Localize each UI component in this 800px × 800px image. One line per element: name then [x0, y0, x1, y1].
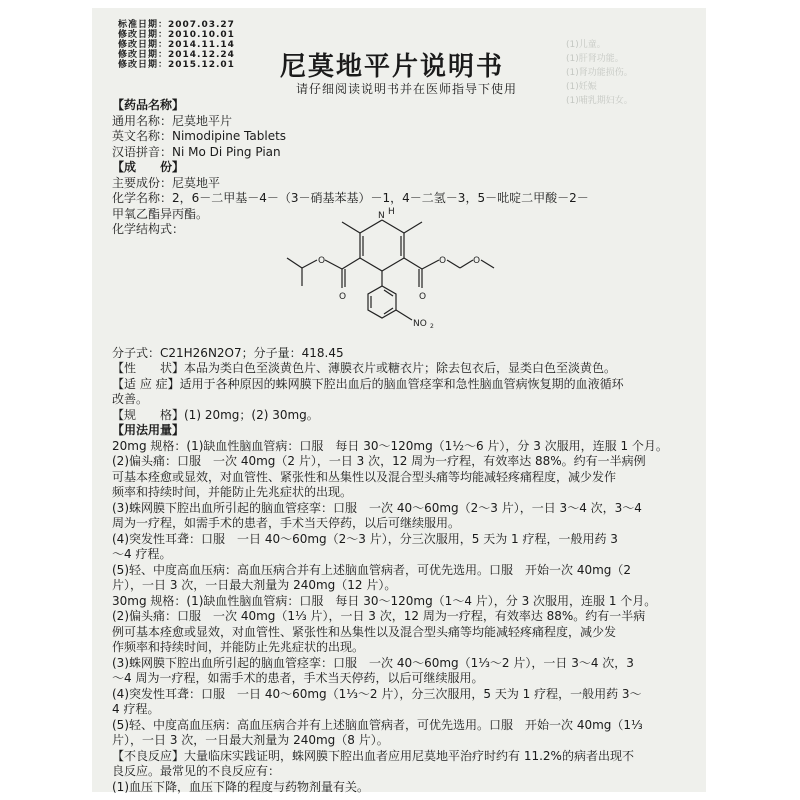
chemical-structure-diagram	[262, 206, 502, 330]
body-line: 通用名称：尼莫地平片	[112, 113, 233, 128]
body-line: 片），一日 3 次，一日最大剂量为 240mg（12 片）。	[112, 578, 397, 592]
body-line: (5)轻、中度高血压病：高血压病合并有上述脑血管病者，可优先选用。口服 开始一次 40mg（1⅓	[112, 717, 643, 732]
body-line: 【性 状】本品为类白色至淡黄色片、薄膜衣片或糖衣片；除去包衣后，显类白色至淡黄色。	[112, 361, 617, 375]
label-n: N	[378, 211, 385, 221]
document-subtitle: 请仔细阅读说明书并在医师指导下使用	[296, 82, 518, 96]
label-no2-subscript: 2	[430, 323, 434, 330]
body-line: (2)偏头痛：口服 一次 40mg（2 片），一日 3 次，12 周为一疗程，有效率达 88%。约有一半病例	[112, 454, 646, 468]
structure-svg	[262, 206, 502, 330]
body-line: 20mg 规格：(1)缺血性脑血管病：口服 每日 30～120mg（1½～6 片），分 3 次服用，连服 1 个月。	[112, 438, 668, 453]
leaflet-body	[112, 98, 692, 795]
body-line: 【适 应 症】适用于各种原因的蛛网膜下腔出血后的脑血管痉挛和急性脑血管病恢复期的血液循环	[112, 376, 624, 391]
date-line: 修改日期：2014.11.14	[118, 40, 235, 50]
label-o: O	[439, 256, 447, 266]
section-heading: 【成 份】	[112, 160, 185, 174]
date-line: 修改日期：2010.10.01	[118, 30, 235, 40]
body-line: (5)轻、中度高血压病：高血压病合并有上述脑血管病者，可优先选用。口服 开始一次 40mg（2	[112, 562, 632, 577]
body-line: 英文名称：Nimodipine Tablets	[112, 129, 287, 143]
document-title: 尼莫地平片说明书	[280, 52, 505, 82]
body-line: 4 疗程。	[112, 702, 160, 716]
body-line: 化学名称：2，6－二甲基－4－（3－硝基苯基）－1，4－二氢－3，5－吡啶二甲酸－2－	[112, 191, 589, 205]
ghost-line: (1)妊娠	[566, 82, 597, 92]
body-line: 良反应。最常见的不良反应有：	[112, 764, 281, 778]
body-line: 化学结构式：	[112, 222, 185, 236]
body-line: 【规 格】(1) 20mg；(2) 30mg。	[112, 407, 319, 422]
body-line: 片），一日 3 次，一日最大剂量为 240mg（8 片）。	[112, 733, 389, 747]
body-line: (3)蛛网膜下腔出血所引起的脑血管痉挛：口服 一次 40～60mg（1⅓～2 片），一日 3～4 次，3	[112, 655, 634, 670]
label-o: O	[339, 292, 347, 302]
body-line: 主要成份：尼莫地平	[112, 175, 221, 190]
body-line: (3)蛛网膜下腔出血所引起的脑血管痉挛：口服 一次 40～60mg（2～3 片），一日 3～4 次，3～4	[112, 500, 642, 515]
ghost-line: (1)儿童。	[566, 40, 606, 50]
body-line: 甲氧乙酯异丙酯。	[112, 206, 209, 221]
body-line: 改善。	[112, 392, 149, 406]
label-h: H	[388, 207, 395, 217]
date-line: 修改日期：2015.12.01	[118, 60, 235, 70]
section-heading: 【用法用量】	[112, 423, 185, 437]
label-no2: NO	[413, 319, 427, 329]
body-line: 汉语拼音：Ni Mo Di Ping Pian	[112, 144, 281, 159]
body-line: 30mg 规格：(1)缺血性脑血管病：口服 每日 30～120mg（1～4 片），分 3 次服用，连服 1 个月。	[112, 593, 657, 608]
body-line: 【不良反应】大量临床实践证明，蛛网膜下腔出血者应用尼莫地平治疗时约有 11.2%的病者出现不	[112, 748, 634, 763]
body-line: 周为一疗程，如需手术的患者，手术当天停药，以后可继续服用。	[112, 516, 461, 530]
body-line: 作频率和持续时间，并能防止先兆症状的出现。	[112, 640, 365, 654]
body-line: (1)血压下降，血压下降的程度与药物剂量有关。	[112, 779, 369, 794]
body-line: (2)偏头痛：口服 一次 40mg（1⅓ 片），一日 3 次，12 周为一疗程，有效率达 88%。约有一半病	[112, 609, 646, 623]
label-o: O	[473, 256, 481, 266]
section-heading: 【药品名称】	[112, 98, 185, 112]
body-line: (4)突发性耳聋：口服 一日 40～60mg（1⅓～2 片），分三次服用，5 天为 1 疗程，一般用药 3～	[112, 686, 642, 701]
date-line: 修改日期：2014.12.24	[118, 50, 235, 60]
date-line: 标准日期：2007.03.27	[118, 20, 235, 30]
ghost-line: (1)肝肾功能。	[566, 54, 624, 64]
revision-dates	[118, 20, 235, 70]
body-line: 频率和持续时间，并能防止先兆症状的出现。	[112, 485, 353, 499]
body-line: 可基本痊愈或显效，对血管性、紧张性和丛集性以及混合型头痛等均能减轻疼痛程度，减少发作	[112, 469, 617, 484]
body-line: ～4 疗程。	[112, 547, 172, 561]
label-o: O	[419, 292, 427, 302]
label-o: O	[318, 256, 326, 266]
body-line: (4)突发性耳聋：口服 一日 40～60mg（2～3 片），分三次服用，5 天为 1 疗程，一般用药 3	[112, 531, 618, 546]
ghost-line: (1)肾功能损伤。	[566, 68, 633, 78]
ghost-line: (1)哺乳期妇女。	[566, 96, 633, 106]
body-line: ～4 周为一疗程，如需手术的患者，手术当天停药，以后可继续服用。	[112, 671, 484, 685]
body-line: 例可基本痊愈或显效，对血管性、紧张性和丛集性以及混合型头痛等均能减轻疼痛程度，减少发	[112, 624, 617, 639]
body-line: 分子式：C21H26N2O7；分子量：418.45	[112, 345, 344, 360]
